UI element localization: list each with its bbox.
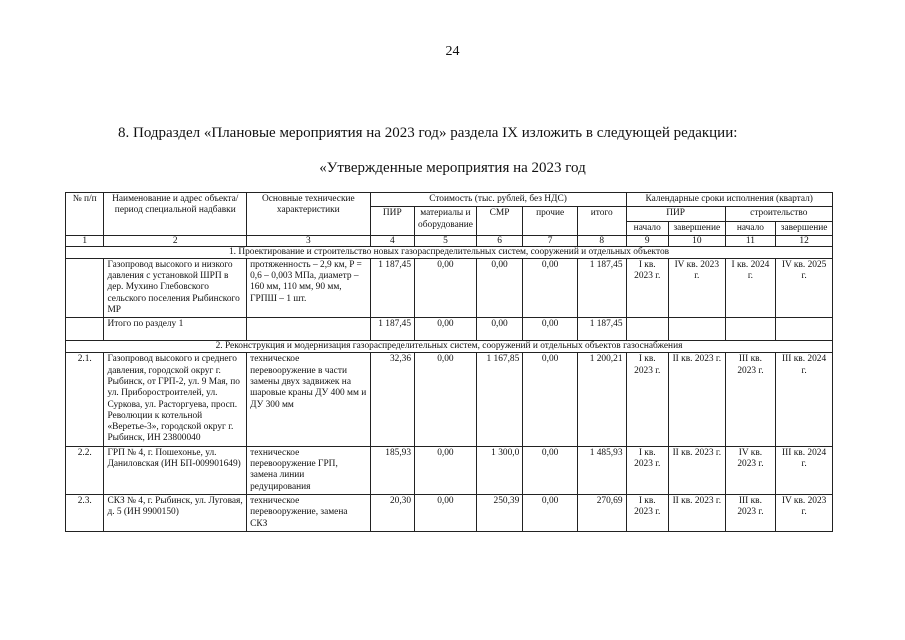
header-end: завершение [668,221,725,235]
col-number: 11 [725,235,776,246]
table-row [66,258,833,317]
header-sched-pir: ПИР [626,207,725,221]
table-row [66,353,833,446]
section-1-title: 1. Проектирование и строительство новых газораспределительных систем, сооружений и отдельных объектов [66,246,833,258]
col-number: 9 [626,235,668,246]
row-pir-end: II кв. 2023 г. [668,353,725,446]
row-materials: 0,00 [415,258,477,317]
row-tech: техническое перевооружение ГРП, замена линии редуцирования [247,446,370,494]
row-tech: протяженность – 2,9 км, P = 0,6 – 0,003 МПа, диаметр – 160 мм, 110 мм, 90 мм, ГРПШ – 1 шт. [247,258,370,317]
row-num: 2.1. [66,353,104,446]
row-pir-start: I кв. 2023 г. [626,446,668,494]
subtotal-row [66,318,833,341]
row-pir: 32,36 [370,353,415,446]
header-total: итого [577,207,626,236]
col-number: 8 [577,235,626,246]
header-other: прочие [523,207,578,236]
header-materials: материалы и оборудование [415,207,477,236]
row-build-start: IV кв. 2023 г. [725,446,776,494]
table-title: «Утвержденные мероприятия на 2023 год [319,160,586,176]
intro-paragraph: 8. Подраздел «Плановые мероприятия на 2023 год» раздела IX изложить в следующей редакции: [118,125,738,141]
row-build-end: IV кв. 2023 г. [776,494,833,531]
header-tech: Основные технические характеристики [247,193,370,236]
row-smr: 250,39 [476,494,523,531]
row-pir: 20,30 [370,494,415,531]
table-row [66,494,833,531]
row-other: 0,00 [523,258,578,317]
row-build-start: III кв. 2023 г. [725,494,776,531]
col-number: 2 [104,235,247,246]
col-number: 12 [776,235,833,246]
empty-cell [776,318,833,341]
row-name: ГРП № 4, г. Пошехонье, ул. Даниловская (ИН БП-009901649) [104,446,247,494]
empty-cell [626,318,668,341]
row-pir: 1 187,45 [370,258,415,317]
row-num: 2.3. [66,494,104,531]
subtotal-materials: 0,00 [415,318,477,341]
page-number: 24 [445,44,460,59]
row-num: 2.2. [66,446,104,494]
empty-cell [66,318,104,341]
col-number: 7 [523,235,578,246]
row-smr: 1 300,0 [476,446,523,494]
section-heading [66,246,833,258]
row-build-end: III кв. 2024 г. [776,353,833,446]
row-materials: 0,00 [415,494,477,531]
col-number: 3 [247,235,370,246]
row-total: 1 200,21 [577,353,626,446]
measures-table [65,192,833,532]
row-build-end: IV кв. 2025 г. [776,258,833,317]
row-total: 270,69 [577,494,626,531]
col-number: 6 [476,235,523,246]
header-schedule: Календарные сроки исполнения (квартал) [626,193,833,207]
empty-cell [725,318,776,341]
col-number: 5 [415,235,477,246]
row-tech: техническое перевооружение в части замены двух задвижек на шаровые краны ДУ 400 мм и ДУ 300 мм [247,353,370,446]
row-materials: 0,00 [415,446,477,494]
table-row [66,446,833,494]
header-end-build: завершение [776,221,833,235]
row-pir-end: II кв. 2023 г. [668,446,725,494]
section-heading [66,341,833,353]
row-build-start: III кв. 2023 г. [725,353,776,446]
col-number: 10 [668,235,725,246]
row-smr: 1 167,85 [476,353,523,446]
header-cost: Стоимость (тыс. рублей, без НДС) [370,193,626,207]
col-number: 4 [370,235,415,246]
header-row-1 [66,193,833,207]
subtotal-label: Итого по разделу 1 [104,318,247,341]
header-num: № п/п [66,193,104,236]
row-build-end: III кв. 2024 г. [776,446,833,494]
row-pir-start: I кв. 2023 г. [626,494,668,531]
empty-cell [247,318,370,341]
col-number: 1 [66,235,104,246]
header-sched-build: строительство [725,207,832,221]
section-2-title: 2. Реконструкция и модернизация газораспределительных систем, сооружений и отдельных объектов газоснабжения [66,341,833,353]
row-pir-start: I кв. 2023 г. [626,353,668,446]
header-start-build: начало [725,221,776,235]
row-other: 0,00 [523,446,578,494]
row-num [66,258,104,317]
row-other: 0,00 [523,353,578,446]
row-name: СКЗ № 4, г. Рыбинск, ул. Луговая, д. 5 (ИН 9900150) [104,494,247,531]
subtotal-other: 0,00 [523,318,578,341]
subtotal-total: 1 187,45 [577,318,626,341]
row-pir-start: I кв. 2023 г. [626,258,668,317]
subtotal-pir: 1 187,45 [370,318,415,341]
empty-cell [668,318,725,341]
row-build-start: I кв. 2024 г. [725,258,776,317]
row-tech: техническое перевооружение, замена СКЗ [247,494,370,531]
subtotal-smr: 0,00 [476,318,523,341]
row-pir-end: II кв. 2023 г. [668,494,725,531]
row-total: 1 485,93 [577,446,626,494]
row-name: Газопровод высокого и среднего давления, городской округ г. Рыбинск, от ГРП-2, ул. 9 Мая, по ул. Приборостроителей, ул. Суркова, ул. Расторгуева, просп. Революции к котельной «Веретье-3», городской округ г. Рыбинск, ИН 23800040 [104,353,247,446]
row-pir-end: IV кв. 2023 г. [668,258,725,317]
row-other: 0,00 [523,494,578,531]
header-start: начало [626,221,668,235]
header-pir: ПИР [370,207,415,236]
row-total: 1 187,45 [577,258,626,317]
row-materials: 0,00 [415,353,477,446]
row-pir: 185,93 [370,446,415,494]
row-name: Газопровод высокого и низкого давления с установкой ШРП в дер. Мухино Глебовского сельского поселения Рыбинского МР [104,258,247,317]
header-name: Наименование и адрес объекта/ период специальной надбавки [104,193,247,236]
header-smr: СМР [476,207,523,236]
column-numbers-row [66,235,833,246]
row-smr: 0,00 [476,258,523,317]
